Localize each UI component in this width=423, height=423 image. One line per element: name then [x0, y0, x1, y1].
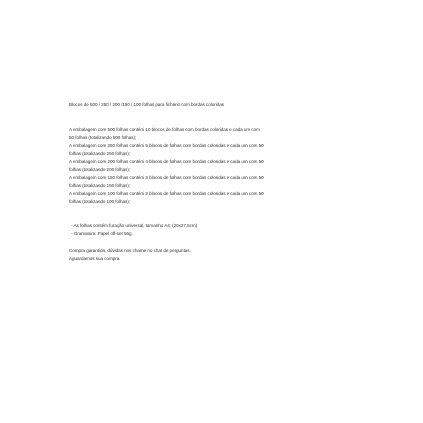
package-item-200-line1: A embalagem com 200 folhas contém 4 blocos de folhas com bordas coloridas e cada um com 50 [69, 159, 264, 164]
package-item-150-line2: folhas (totalizando 150 folhas); [69, 183, 130, 188]
package-item-100-line1: A embalagem com 100 folhas contém 2 blocos de folhas com bordas coloridas e cada um com 50 [69, 191, 264, 196]
package-item-250-line1: A embalagem com 250 folhas contém 5 blocos de folhas com bordas coloridas e cada um com 50 [69, 143, 264, 148]
package-item-100-line2: folhas (totalizando 100 folhas); [69, 199, 130, 204]
package-item-250-line2: folhas (totalizando 250 folhas); [69, 151, 130, 156]
package-item-500-line2: 50 folhas (totalizando 500 folhas); [69, 135, 137, 140]
package-item-150-line1: A embalagem com 150 folhas contém 3 blocos de folhas com bordas coloridas e cada um com 50 [69, 175, 264, 180]
description-title: Blocos de 500 / 250 / 200 /150 / 100 folhas para fichário com bordas coloridas [69, 102, 224, 107]
guarantee-note: Compra garantida, dúvidas nos chame no chat de perguntas. [69, 248, 191, 253]
spec-item-hole-punch: - As folhas contém furação universal, tamanho A4; (20x27,5cm) [71, 223, 198, 228]
package-item-500-line1: A embalagem com 500 folhas contém 10 blocos de folhas com bordas coloridas e cada um com [69, 127, 260, 132]
awaiting-purchase-note: Aguardamos sua compra. [69, 256, 121, 261]
package-item-200-line2: folhas (totalizando 200 folhas); [69, 167, 130, 172]
spec-item-paper-weight: - Gramatura: Papel off-set 56g. [71, 231, 133, 236]
